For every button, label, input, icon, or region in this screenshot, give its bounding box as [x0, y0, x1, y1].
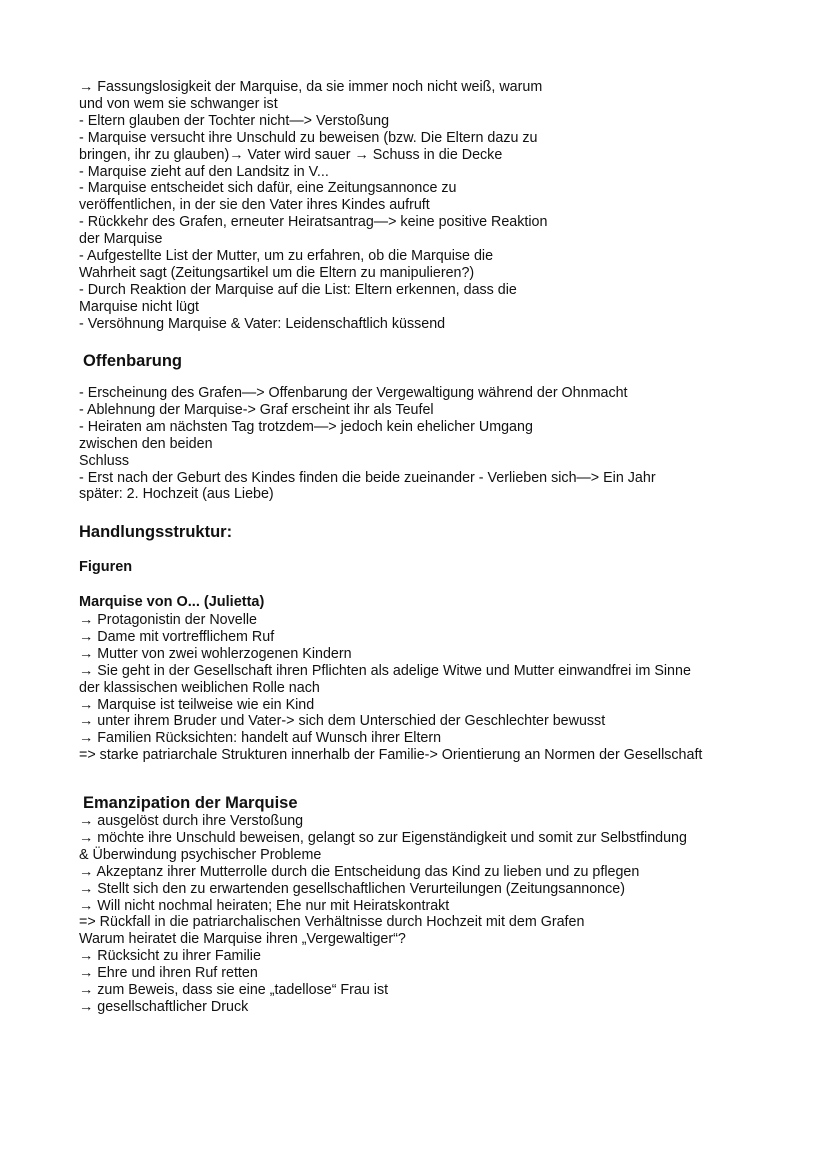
section-heading: Handlungsstruktur: [79, 523, 233, 541]
text-line: => starke patriarchale Strukturen innerhalb der Familie-> Orientierung an Normen der Gesellschaft [79, 747, 703, 764]
text-line: → zum Beweis, dass sie eine „tadellose“ Frau ist [79, 982, 389, 999]
text-line: → Dame mit vortrefflichem Ruf [79, 628, 275, 645]
text-line: → Rücksicht zu ihrer Familie [79, 948, 261, 965]
section-heading: Emanzipation der Marquise [83, 794, 298, 812]
text-line: - Eltern glauben der Tochter nicht—> Verstoßung [79, 112, 390, 129]
text-line: - Marquise versucht ihre Unschuld zu beweisen (bzw. Die Eltern dazu zu [79, 129, 538, 146]
text-line: → unter ihrem Bruder und Vater-> sich dem Unterschied der Geschlechter bewusst [79, 713, 606, 730]
text-line: - Heiraten am nächsten Tag trotzdem—> jedoch kein ehelicher Umgang [79, 418, 533, 435]
text-line: und von wem sie schwanger ist [79, 95, 278, 112]
text-line: → Sie geht in der Gesellschaft ihren Pflichten als adelige Witwe und Mutter einwandfrei im Sinne [79, 662, 691, 679]
text-line: → ausgelöst durch ihre Verstoßung [79, 813, 304, 829]
marquise-heading [79, 593, 779, 611]
text-line: → Fassungslosigkeit der Marquise, da sie immer noch nicht weiß, warum [79, 79, 543, 95]
offenbarung-heading [83, 351, 783, 371]
text-line: Schluss [79, 452, 130, 469]
subsection-heading: Figuren [79, 559, 133, 575]
text-line: zwischen den beiden [79, 435, 213, 452]
plot-summary-block [79, 79, 779, 333]
text-line: → Protagonistin der Novelle [79, 612, 258, 628]
text-line: Wahrheit sagt (Zeitungsartikel um die Eltern zu manipulieren?) [79, 264, 475, 281]
text-line: → Stellt sich den zu erwartenden gesellschaftlichen Verurteilungen (Zeitungsannonce) [79, 880, 625, 897]
character-heading: Marquise von O... (Julietta) [79, 594, 265, 610]
handlungsstruktur-heading [79, 522, 779, 542]
text-line: → Familien Rücksichten: handelt auf Wunsch ihrer Eltern [79, 730, 442, 747]
text-line: Warum heiratet die Marquise ihren „Vergewaltiger“? [79, 931, 406, 948]
text-line: - Aufgestellte List der Mutter, um zu erfahren, ob die Marquise die [79, 248, 494, 265]
text-line: Marquise nicht lügt [79, 298, 199, 315]
emanzipation-heading [83, 793, 783, 813]
text-line: → Mutter von zwei wohlerzogenen Kindern [79, 645, 352, 662]
text-line: - Rückkehr des Grafen, erneuter Heiratsantrag—> keine positive Reaktion [79, 214, 548, 231]
text-line: - Versöhnung Marquise & Vater: Leidenschaftlich küssend [79, 315, 446, 332]
text-line: → Will nicht nochmal heiraten; Ehe nur mit Heiratskontrakt [79, 897, 450, 914]
text-line: & Überwindung psychischer Probleme [79, 846, 322, 863]
offenbarung-block [79, 385, 779, 503]
text-line: → Ehre und ihren Ruf retten [79, 965, 258, 982]
text-line: - Marquise entscheidet sich dafür, eine Zeitungsannonce zu [79, 180, 457, 197]
text-line: - Ablehnung der Marquise-> Graf erscheint ihr als Teufel [79, 401, 434, 418]
text-line: veröffentlichen, in der sie den Vater ihres Kindes aufruft [79, 197, 430, 214]
text-line: bringen, ihr zu glauben)→ Vater wird sauer → Schuss in die Decke [79, 146, 503, 163]
text-line: - Erscheinung des Grafen—> Offenbarung der Vergewaltigung während der Ohnmacht [79, 385, 628, 401]
text-line: der klassischen weiblichen Rolle nach [79, 679, 320, 696]
marquise-block [79, 612, 779, 764]
emanzipation-block [79, 813, 779, 1016]
figuren-heading [79, 558, 779, 576]
text-line: → möchte ihre Unschuld beweisen, gelangt so zur Eigenständigkeit und somit zur Selbstfindung [79, 829, 687, 846]
text-line: → Marquise ist teilweise wie ein Kind [79, 696, 315, 713]
text-line: → Akzeptanz ihrer Mutterrolle durch die Entscheidung das Kind zu lieben und zu pflegen [79, 863, 640, 880]
text-line: - Durch Reaktion der Marquise auf die List: Eltern erkennen, dass die [79, 281, 517, 298]
text-line: - Marquise zieht auf den Landsitz in V... [79, 163, 329, 180]
text-line: der Marquise [79, 231, 163, 248]
text-line: - Erst nach der Geburt des Kindes finden die beide zueinander - Verlieben sich—> Ein Jahr [79, 469, 656, 486]
text-line: später: 2. Hochzeit (aus Liebe) [79, 486, 274, 503]
section-heading: Offenbarung [83, 352, 182, 370]
text-line: → gesellschaftlicher Druck [79, 998, 249, 1015]
text-line: => Rückfall in die patriarchalischen Verhältnisse durch Hochzeit mit dem Grafen [79, 914, 585, 931]
